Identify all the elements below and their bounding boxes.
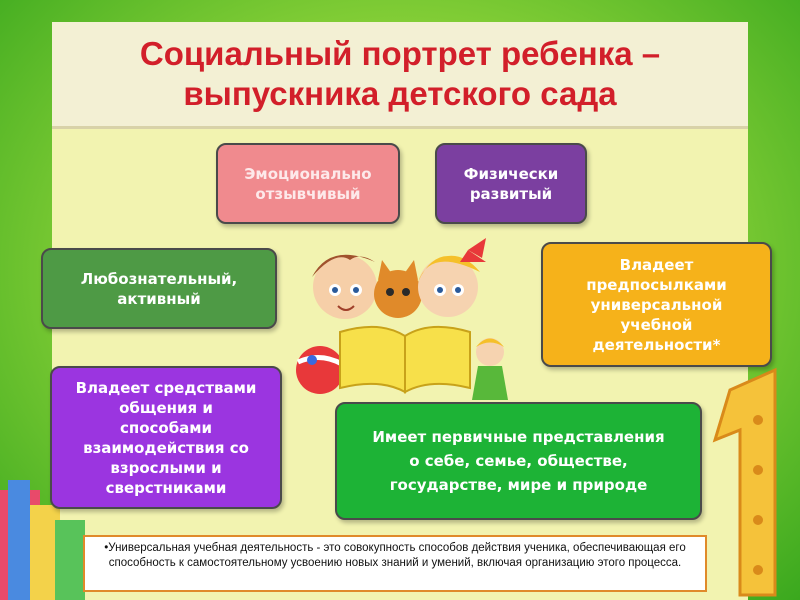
trait-prerequisites-label: Владеет предпосылками универсальной учебной деятельности* — [586, 255, 727, 354]
title-bar — [52, 22, 748, 129]
trait-curious — [41, 248, 277, 329]
trait-communication — [50, 366, 282, 509]
title-line-1: Социальный портрет ребенка – — [139, 35, 661, 72]
trait-curious-label: Любознательный, активный — [80, 269, 238, 308]
number-one-illustration — [700, 360, 800, 600]
footnote: •Универсальная учебная деятельность - это совокупность способов действия ученика, обеспечивающая его способность к самостоятельному усвоению новых знаний и умений, включая организацию этого процесса. — [83, 535, 707, 592]
trait-emotional-label: Эмоционально отзывчивый — [244, 164, 372, 203]
page-title — [140, 34, 660, 114]
trait-knowledge — [335, 402, 702, 520]
trait-knowledge-label: Имеет первичные представления о себе, семье, обществе, государстве, мире и природе — [372, 428, 665, 494]
trait-physical-label: Физически развитый — [463, 164, 559, 203]
children-reading-illustration — [290, 232, 520, 407]
trait-communication-label: Владеет средствами общения и способами взаимодействия со взрослыми и сверстниками — [75, 378, 257, 497]
trait-prerequisites — [541, 242, 772, 367]
trait-emotional — [216, 143, 400, 224]
title-line-2: выпускника детского сада — [183, 75, 617, 112]
trait-physical — [435, 143, 587, 224]
